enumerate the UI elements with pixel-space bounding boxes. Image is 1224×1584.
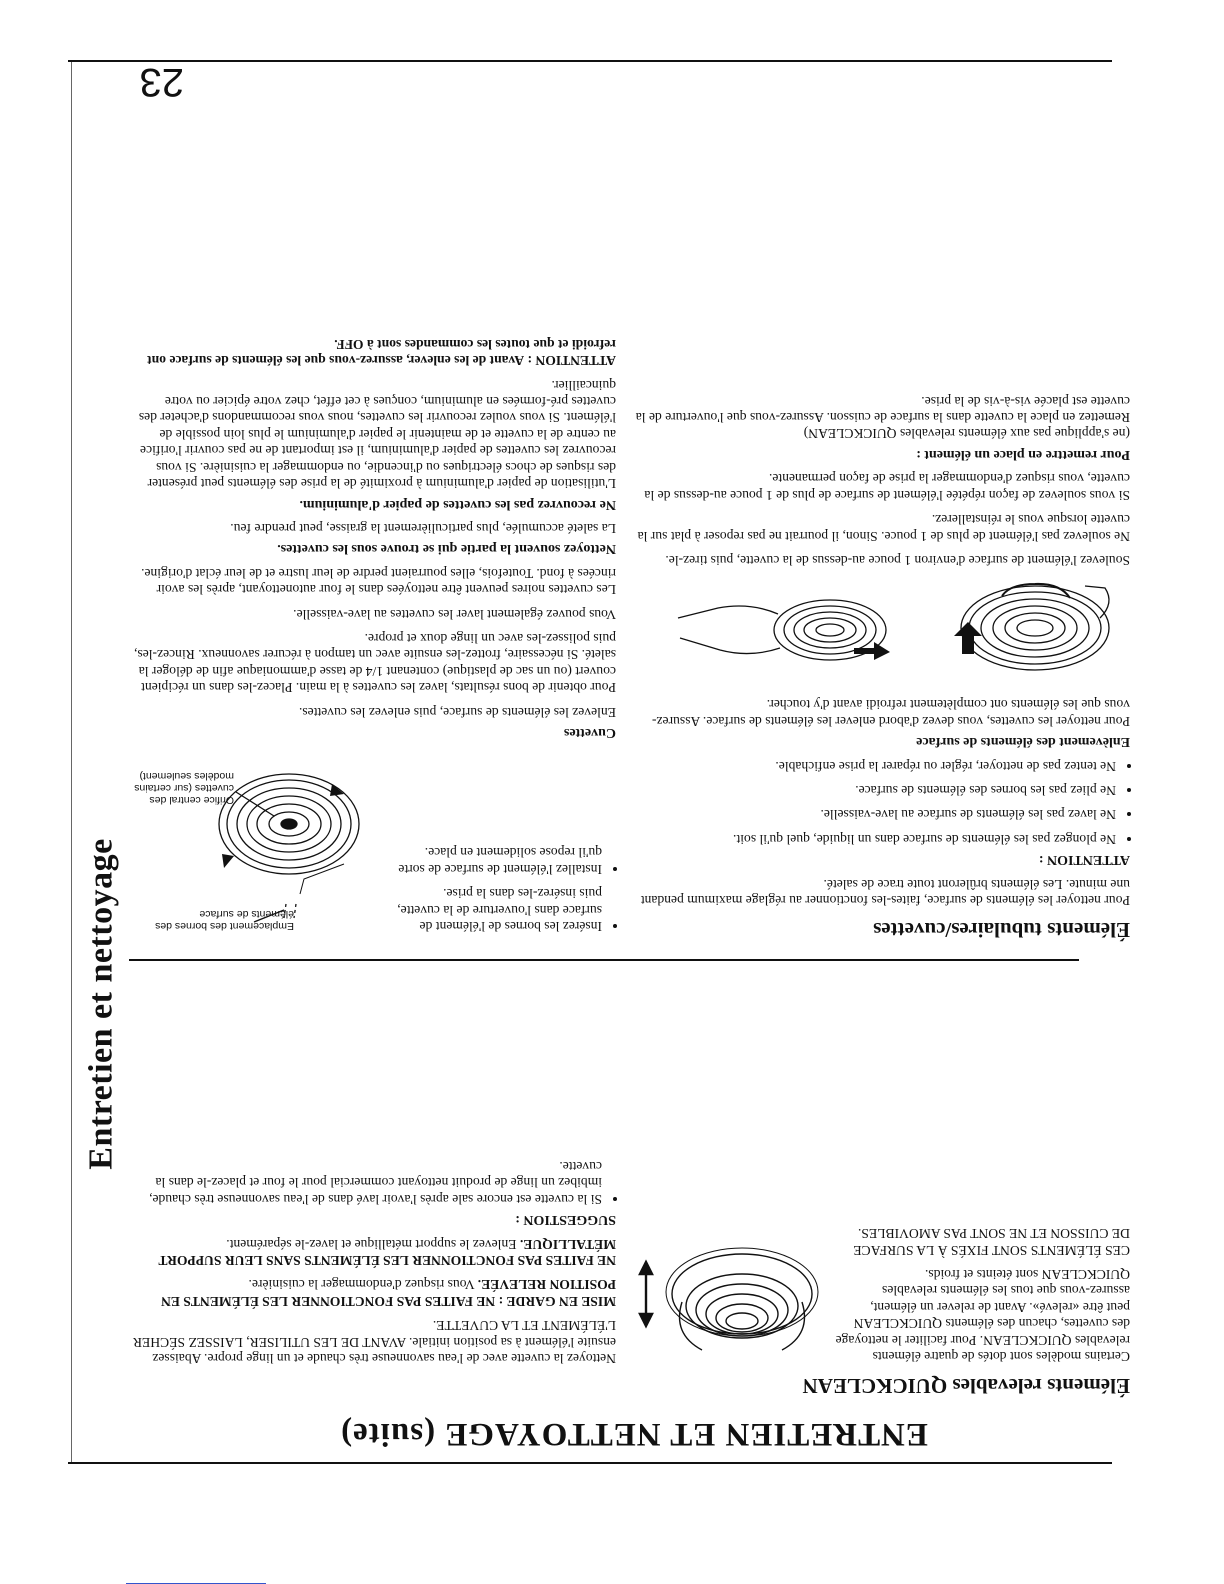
bowls-section — [130, 327, 616, 934]
bowls-p4: Les cuvettes noires peuvent être nettoyées dans le four autonettoyant, après les avoir rincées à fond. Toutefois, elles pourraient perdre de leur lustre et de leur éclat d'origine. — [141, 565, 616, 598]
lift-element-illustration — [660, 578, 1130, 688]
raised-coil-illustration — [632, 1234, 822, 1364]
quickclean-heading: Éléments relevables QUICKCLEAN — [802, 1374, 1130, 1398]
page-number: 23 — [139, 60, 184, 104]
replace-heading: Pour remettre en place un élément : — [916, 446, 1130, 462]
suggestion-item: • Si la cuvette est encore sale après l'avoir lavé dans de l'eau savonneuse très chaude, imbibez un linge de produit nettoyant commercial pour le four et placez-le dans la cuvette. — [130, 1158, 602, 1207]
removal-figure — [660, 578, 1130, 688]
under-bowls-text: La saleté accumulée, plus particulièrement la graisse, peut prendre feu. — [230, 520, 616, 536]
foil-text: L'utilisation de papier d'aluminium à proximité de la prise des éléments peut présenter des risques de chocs électriques ou d'incendie, ou endommager la cuisinière. Si vous recouvrez les cuvettes de papier d'aluminium, il est important de ne pas couvrir l'orifice au centre de la cuvette et de maintenir le papier d'aluminium le plus loin possible de l'élément. Si vous voulez recouvrir les cuvettes, nous vous recommandons d'acheter des cuvettes pré-formées en aluminium, conçues à cet effet, chez votre épicier ou votre quincaillier. — [138, 377, 616, 492]
tubular-intro: Pour nettoyer les éléments de surface, faites-les fonctionner au réglage maximum pendant une minute. Les éléments brûleront toute trace de saleté. — [640, 876, 1130, 908]
bowls-attention — [130, 335, 616, 368]
main-title: ENTRETIEN ET NETTOYAGE (suite) — [340, 1416, 928, 1452]
bowls-attention-text: Avant de les enlever, assurez-vous que les éléments de surface ont refroidi et que toutes les commandes sont à OFF. — [147, 336, 616, 369]
quickclean-figure — [632, 1234, 822, 1364]
bowls-p3: Vous pouvez également laver les cuvettes au lave-vaisselle. — [293, 606, 616, 622]
quickclean-care-section — [130, 1150, 616, 1366]
removal-heading: Enlèvement des éléments de surface — [916, 734, 1130, 750]
suggestion-list — [130, 1158, 616, 1207]
quickclean-intro: Certains modèles sont dotés de quatre éléments relevables QUICKCLEAN. Pour faciliter le nettoyage des cuvettes, chacun des éléments QUICKCLEAN peut être «relevé». Avant de relever un élément, assurez-vous que tous les éléments relevables QUICKCLEAN sont éteints et froids. — [835, 1266, 1130, 1364]
under-bowls-heading: Nettoyez souvent la partie qui se trouve sous les cuvettes. — [277, 541, 616, 557]
attention-item-1: • Ne plongez pas les éléments de surface dans un liquide, quel qu'il soit. — [632, 830, 1116, 846]
top-rule — [68, 1462, 1112, 1464]
bowls-attention-label: ATTENTION : — [527, 353, 616, 369]
install-list — [392, 836, 616, 934]
no-lift-text: Ne soulevez pas l'élément de plus de 1 pouce. Sinon, il pourrait ne pas reposer à plat sur la cuvette lorsque vous le réinstallerez. — [637, 512, 1130, 544]
install-block — [130, 744, 616, 934]
bowls-p1: Enlevez les éléments de surface, puis enlevez les cuvettes. — [298, 704, 616, 720]
quickclean-section — [632, 1217, 1130, 1398]
suggestion-heading: SUGGESTION : — [515, 1212, 616, 1228]
wash-caps: AVANT DE LES UTILISER, LAISSEZ SÉCHER L'ÉLÉMENT ET LA CUVETTE. — [132, 1318, 616, 1350]
bowls-p2: Pour obtenir de bons résultats, lavez les cuvettes à la main. Placez-les dans un récipient couvert (ou un sac de plastique) contenant 1/4 de tasse d'ammoniaque afin de déloger la saleté. Si nécessaire, frottez-les ensuite avec un tampon à récurer savonneux. Rincez-les, puis polissez-les avec un linge doux et propre. — [134, 630, 616, 696]
tubular-section — [632, 384, 1130, 942]
support-bold: NE FAITES PAS FONCTIONNER LES ÉLÉMENTS SANS LEUR SUPPORT MÉTALLIQUE. — [158, 1236, 616, 1268]
replace-text: Remettez en place la cuvette dans la surface de cuisson. Assurez-vous que l'ouverture de la cuvette est placée vis-à-vis de la prise. — [635, 393, 1130, 426]
terminals-caption: Emplacement des bornes des éléments de surface — [155, 908, 294, 932]
support-rest: Enlevez le support métallique et lavez-le séparément. — [226, 1236, 517, 1252]
tubular-attention-heading: ATTENTION : — [1038, 852, 1130, 868]
tubular-heading: Éléments tubulaires/cuvettes — [873, 918, 1130, 942]
attention-item-4: • Ne tentez pas de nettoyer, régler ou réparer la prise enfichable. — [632, 757, 1116, 773]
tubular-attention-list — [632, 757, 1130, 847]
side-title — [66, 604, 136, 1404]
caution-paragraph — [130, 1276, 616, 1309]
caution-bold: NE FAITES PAS FONCTIONNER LES ÉLÉMENTS EN POSITION RELEVÉE. — [161, 1277, 616, 1309]
attention-item-2: • Ne lavez pas les éléments de surface au lave-vaisselle. — [632, 806, 1116, 822]
support-paragraph — [130, 1235, 616, 1268]
quickclean-warning: CES ÉLÉMENTS SONT FIXÉS À LA SURFACE DE CUISSON ET NE SONT PAS AMOVIBLES. — [853, 1226, 1130, 1258]
caution-rest: Vous risquez d'endommager la cuisinière. — [248, 1277, 475, 1293]
wash-instructions — [130, 1317, 616, 1366]
attention-item-3: • Ne pliez pas les bornes des éléments de surface. — [632, 782, 1116, 798]
install-item-2: • Installez l'élément de surface de sorte qu'il repose solidement en place. — [392, 844, 602, 877]
foil-heading: Ne recouvrez pas les cuvettes de papier d'aluminium. — [299, 496, 616, 512]
center-hole-caption: Orifice central des cuvettes (sur certains modèles seulement) — [134, 770, 234, 806]
repeat-text: Si vous soulevez de façon répétée l'élément de surface de plus de 1 pouce au-dessus de la cuvette, vous risquez d'endommager la prise de façon permanente. — [644, 471, 1130, 503]
caution-label: MISE EN GARDE : — [498, 1293, 616, 1309]
middle-rule — [129, 959, 1079, 961]
wash-text: Nettoyez la cuvette avec de l'eau savonneuse très chaude et un linge propre. Abaissez ensuite l'élément à sa position initiale. — [152, 1334, 616, 1366]
replace-note: (ne s'applique pas aux éléments relevables QUICKCLEAN) — [803, 426, 1130, 442]
install-element-illustration — [130, 744, 384, 934]
bottom-rule — [68, 60, 1112, 62]
side-title-text: Entretien et nettoyage — [82, 838, 119, 1170]
install-item-1: • Insérez les bornes de l'élément de surface dans l'ouverture de la cuvette, puis insérez-les dans la prise. — [392, 885, 602, 934]
removal-text: Pour nettoyer les cuvettes, vous devez d'abord enlever les éléments de surface. Assurez-vous que les éléments ont complètement refroidi avant d'y toucher. — [651, 697, 1130, 729]
lift-text: Soulevez l'élément de surface d'environ 1 pouce au-dessus de la cuvette, puis tirez-le. — [665, 552, 1130, 568]
install-figure — [130, 744, 384, 934]
bowls-heading: Cuvettes — [563, 725, 616, 740]
